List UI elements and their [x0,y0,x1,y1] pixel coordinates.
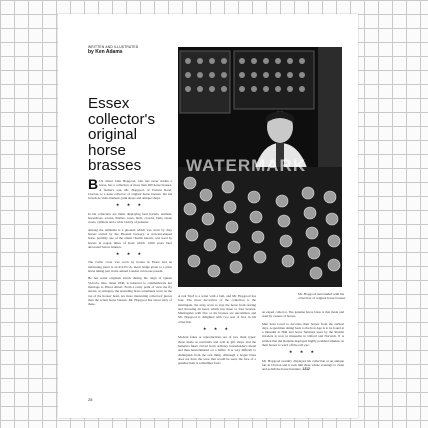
col2-paragraph-1: A real 'find' is a terret with a bell, and Mr. Hopgood has four. The most decorative of the collection is the martingale, the strap worn to stop the horse from rearing and throwing its head, which has three or four brasses. Martingales with five or six brasses are uncommon and Mr. Hopgood is delighted with two sets of five in his collection. [178,294,256,324]
column-3 [262,310,344,375]
col3-paragraph-1: an expert collector. The genuine horse brass is that made and used by owners of horses. [262,310,344,319]
col2-paragraph-2: Modern fakes or reproductions are of two main types: those made as souvenirs and sold in gift shops and the ballerina fakes carved from ordinary householder's metal and then hand-finished on a buffer. It is very difficult to distinguish from the real thing. Although a bogus brass does not have the wear that would be seen, the face of a genuine item is sometimes fools [178,335,256,366]
col1-paragraph-3: Among the emblems is a phoenix which was worn by dray horses owned by the Phoenix brewery. A crescent-shaped brass, possibly one of the oldest charms known, was used by horses in pagan times of Kent which 1,000 years later decorated Saxon banners. [88,227,172,249]
col1-paragraph-4: The Celtic cross was worn by horses in Essex and an interesting piece is an R.S.P.C.A. merit badge given to a prize horse taking part in the annual London van horse parade. [88,260,172,274]
col1-paragraph-2: In his collection are items displaying bear barrels, animals, horseshoes, acorns, thistles, roses, birds, crowns, bells, estate crests, symbols and a wide variety of patterns. [88,211,172,225]
section-stars-3: ★ ★ ★ [202,326,232,332]
col3-paragraph-2: Men have loved to decorate their horses from the earliest days. A specimen dating back to the Iron Age is to be found at a museum at Hull and horse furniture used by the Roman invaders is now in museums in Oxford and Norwich. It is written that the Romans displayed highly polished amulets on their horses to ward off the evil eye. [262,321,344,348]
section-stars-2: ★ ★ ★ [115,251,145,257]
section-stars-1: ★ ★ ★ [115,202,145,208]
col3-paragraph-3: Mr. Hopgood recently displayed his collection at an antique fair in Clacton and it took him three whole evenings to clean and polish the horse furniture. [262,358,344,372]
page-number: 28 [88,397,93,402]
section-stars-4: ★ ★ ★ [288,349,318,355]
column-2 [178,294,256,368]
article-title: Essex collector's original horse brasses [88,95,156,174]
col1-paragraph-5: He has some originals struck during the reign of Queen Victoria. One, dated 1840, is believed to commemorate her marriage to Prince Albert. From a rarity point of view the fly terrets, or swingers, the spreading brass ornaments worn on the top of the horses' head, are more interesting collectors' pieces than the actual horse brasses. Mr. Hopgood has about sixty of these. [88,276,172,307]
column-1 [88,176,172,309]
watermark-text: WATERMARK [186,156,307,175]
magazine-page [58,14,358,418]
item-code: 1212 [302,367,310,372]
col1-paragraph-1: US driver John Hopgood, who has never ridden a horse, has a collection of more than 200 horse brasses. A farmer's son, Mr. Hopgood, of Truvest Road, Clacton, is a keen collector of original horse brasses. On his travels he visits markets, junk shops and antique shops. [88,179,172,201]
photo-caption: Mr. Hopgood surrounded with his collection of original horse brasses [298,292,346,301]
drop-cap: B [88,176,99,192]
credit-line: WRITTEN AND ILLUSTRATED [88,45,139,49]
byline: by Ken Adams [88,49,123,55]
